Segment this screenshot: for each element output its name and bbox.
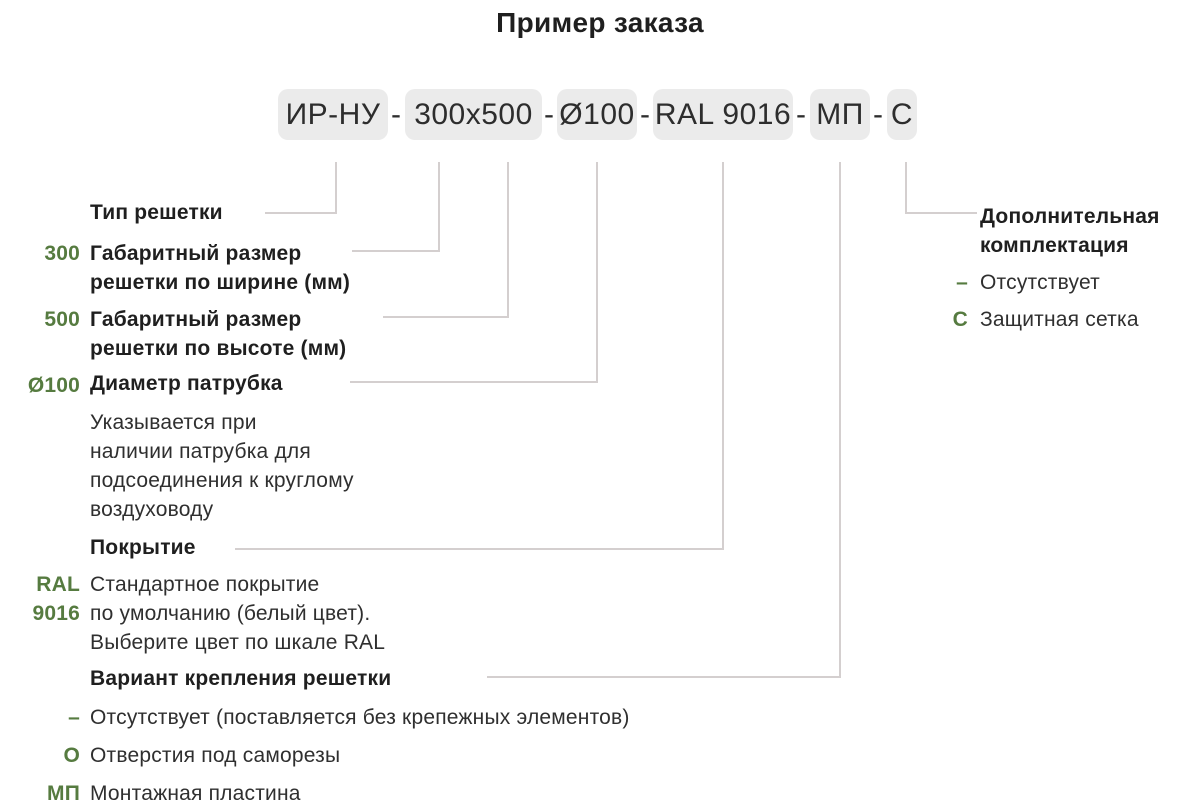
diameter-note-line3: подсоединения к круглому — [90, 469, 354, 492]
connector-coating-vertical — [722, 162, 724, 550]
coating-code — [0, 570, 80, 628]
connector-extras-vertical — [905, 162, 907, 214]
code-separator: - — [873, 97, 883, 131]
mounting-option-code: – — [68, 706, 80, 729]
connector-type-horizontal — [265, 212, 337, 214]
extras-option-text: Отсутствует — [980, 271, 1100, 294]
extras-option-text: Защитная сетка — [980, 308, 1139, 331]
extras-label-line2: комплектация — [980, 234, 1129, 257]
width-label-line2: решетки по ширине (мм) — [90, 271, 351, 294]
diameter-note-line2: наличии патрубка для — [90, 440, 311, 463]
extras-option-code: С — [952, 308, 968, 331]
coating-desc-line3: Выберите цвет по шкале RAL — [90, 631, 386, 654]
coating-desc-line1: Стандартное покрытие — [90, 573, 320, 596]
code-box-extras: С — [887, 89, 917, 140]
type-label: Тип решетки — [90, 201, 223, 224]
extras-label — [980, 202, 1160, 260]
mounting-option-text: Монтажная пластина — [90, 782, 301, 805]
code-separator: - — [796, 97, 806, 131]
diameter-label: Диаметр патрубка — [90, 372, 283, 395]
connector-coating-horizontal — [235, 548, 724, 550]
coating-label: Покрытие — [90, 536, 196, 559]
code-box-mounting: МП — [810, 89, 870, 140]
connector-height-horizontal — [383, 316, 509, 318]
coating-desc-line2: по умолчанию (белый цвет). — [90, 602, 371, 625]
mounting-option-code: МП — [47, 782, 80, 805]
connector-mounting-horizontal — [487, 676, 841, 678]
mounting-option-code: О — [63, 744, 80, 767]
extras-option-code: – — [956, 271, 968, 294]
connector-diameter-horizontal — [350, 381, 598, 383]
connector-type-vertical — [335, 162, 337, 212]
code-box-coating: RAL 9016 — [653, 89, 793, 140]
code-separator: - — [544, 97, 554, 131]
coating-code-line2: 9016 — [32, 602, 80, 625]
diameter-note-line4: воздуховоду — [90, 498, 214, 521]
diameter-note-line1: Указывается при — [90, 411, 257, 434]
mounting-option-text: Отверстия под саморезы — [90, 744, 341, 767]
width-code: 300 — [44, 242, 80, 265]
mounting-label: Вариант крепления решетки — [90, 667, 392, 690]
mounting-option-text: Отсутствует (поставляется без крепежных элементов) — [90, 706, 630, 729]
height-label-line1: Габаритный размер — [90, 308, 302, 331]
width-label-line1: Габаритный размер — [90, 242, 302, 265]
width-label — [90, 239, 350, 297]
connector-extras-horizontal — [905, 212, 977, 214]
connector-mounting-vertical — [839, 162, 841, 678]
code-separator: - — [640, 97, 650, 131]
page-title: Пример заказа — [496, 7, 704, 38]
connector-diameter-vertical — [596, 162, 598, 383]
coating-code-line1: RAL — [36, 573, 80, 596]
diameter-code: Ø100 — [27, 374, 80, 397]
height-label-line2: решетки по высоте (мм) — [90, 337, 347, 360]
height-code: 500 — [44, 308, 80, 331]
extras-label-line1: Дополнительная — [980, 205, 1160, 228]
code-separator: - — [391, 97, 401, 131]
code-box-diameter: Ø100 — [557, 89, 637, 140]
connector-width-vertical — [438, 162, 440, 252]
coating-desc — [90, 570, 385, 657]
code-box-grille-type: ИР-НУ — [278, 89, 388, 140]
height-label — [90, 305, 346, 363]
diameter-note — [90, 408, 354, 524]
connector-height-vertical — [507, 162, 509, 318]
code-box-size: 300x500 — [405, 89, 542, 140]
connector-width-horizontal — [352, 250, 440, 252]
